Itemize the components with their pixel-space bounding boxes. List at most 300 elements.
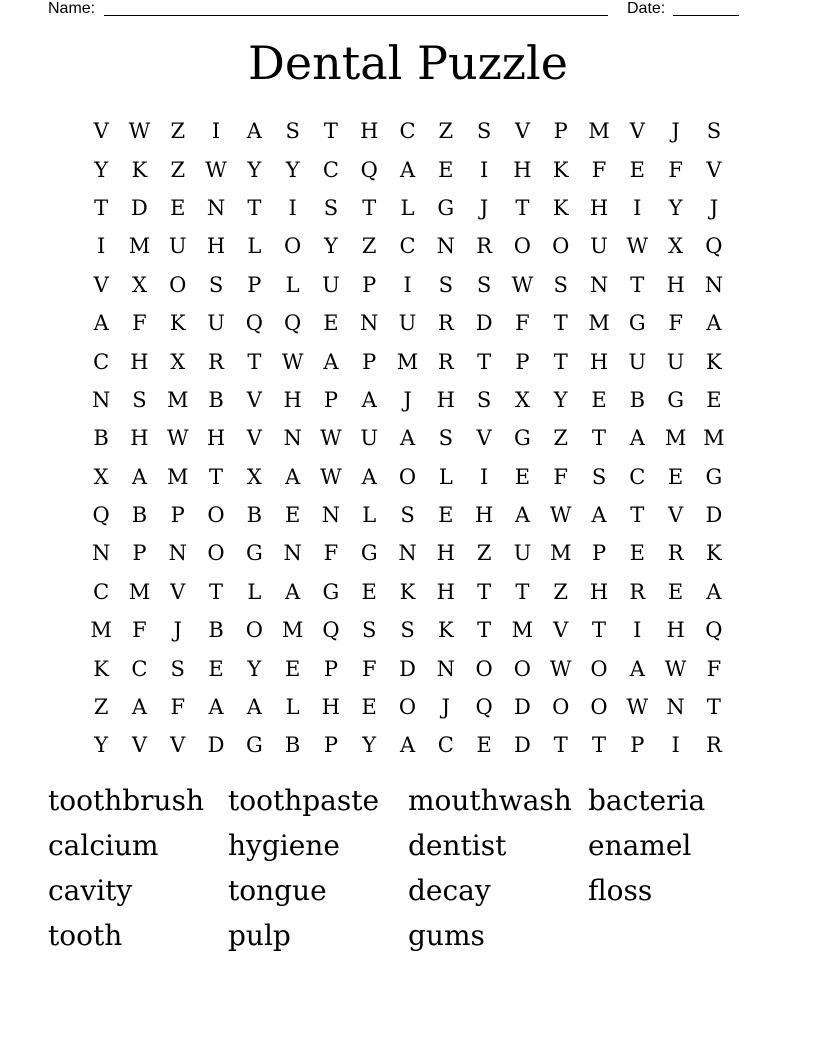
grid-letter: G xyxy=(322,579,340,604)
grid-letter: T xyxy=(209,579,224,604)
grid-letter: M xyxy=(664,426,687,451)
grid-letter: L xyxy=(247,579,262,604)
grid-letter: P xyxy=(132,541,147,566)
grid-letter: J xyxy=(441,695,451,720)
grid-letter: A xyxy=(131,695,148,720)
grid-letter: Z xyxy=(361,234,377,259)
grid-letter: F xyxy=(361,656,377,681)
grid-letter: I xyxy=(479,157,489,182)
grid-letter: Q xyxy=(360,157,378,182)
grid-letter: Y xyxy=(247,656,262,681)
grid-letter: W xyxy=(128,119,151,144)
header xyxy=(0,0,816,20)
grid-letter: T xyxy=(553,311,568,336)
grid-row xyxy=(82,381,733,419)
grid-letter: B xyxy=(208,618,224,643)
grid-letter: Q xyxy=(475,695,493,720)
grid-letter: H xyxy=(474,503,494,528)
grid-letter: W xyxy=(166,426,189,451)
grid-letter: S xyxy=(591,464,607,489)
grid-letter: N xyxy=(206,195,226,220)
grid-letter: I xyxy=(211,119,221,144)
grid-letter: E xyxy=(438,503,454,528)
grid-letter: Y xyxy=(362,733,377,758)
grid-letter: N xyxy=(666,695,685,720)
grid-letter: M xyxy=(281,618,304,643)
name-blank-line xyxy=(104,15,608,16)
grid-letter: A xyxy=(246,119,262,144)
grid-letter: F xyxy=(170,695,186,720)
grid-letter: T xyxy=(362,195,377,220)
grid-letter: R xyxy=(437,311,454,336)
word-bank-item: hygiene xyxy=(228,829,340,862)
grid-letter: E xyxy=(667,464,684,489)
grid-letter: L xyxy=(362,503,377,528)
grid-letter: K xyxy=(552,195,569,220)
grid-row xyxy=(82,649,733,687)
grid-letter: M xyxy=(90,618,112,643)
grid-letter: D xyxy=(207,733,225,758)
grid-letter: K xyxy=(706,349,722,374)
grid-letter: K xyxy=(399,579,416,604)
grid-letter: D xyxy=(513,695,531,720)
grid-letter: L xyxy=(438,464,453,489)
grid-letter: O xyxy=(398,695,417,720)
grid-letter: Y xyxy=(553,387,568,412)
grid-letter: S xyxy=(400,503,415,528)
grid-letter: K xyxy=(131,157,148,182)
grid-letter: N xyxy=(283,426,302,451)
grid-letter: Y xyxy=(323,234,338,259)
word-bank-item: enamel xyxy=(588,829,692,862)
grid-row xyxy=(82,726,733,764)
grid-letter: Z xyxy=(476,541,492,566)
grid-letter: H xyxy=(130,349,149,374)
grid-letter: B xyxy=(246,503,263,528)
grid-letter: M xyxy=(511,618,534,643)
grid-row xyxy=(82,342,733,380)
grid-letter: X xyxy=(131,272,147,297)
grid-letter: C xyxy=(437,733,454,758)
grid-letter: N xyxy=(168,541,187,566)
grid-letter: Z xyxy=(170,119,186,144)
grid-letter: V xyxy=(246,387,262,412)
grid-letter: E xyxy=(284,656,301,681)
grid-row xyxy=(82,304,733,342)
grid-letter: E xyxy=(284,503,301,528)
grid-letter: E xyxy=(629,541,645,566)
grid-letter: P xyxy=(362,272,377,297)
grid-letter: P xyxy=(247,272,262,297)
grid-letter: A xyxy=(361,387,377,412)
grid-letter: S xyxy=(438,426,454,451)
grid-letter: U xyxy=(590,234,608,259)
grid-letter: K xyxy=(93,656,109,681)
grid-letter: X xyxy=(668,234,684,259)
grid-letter: B xyxy=(93,426,109,451)
grid-letter: Z xyxy=(438,119,454,144)
grid-letter: S xyxy=(285,119,300,144)
grid-letter: T xyxy=(209,464,224,489)
grid-letter: U xyxy=(666,349,685,374)
grid-letter: H xyxy=(436,579,455,604)
grid-letter: J xyxy=(479,195,489,220)
grid-letter: E xyxy=(208,656,224,681)
grid-letter: G xyxy=(437,195,455,220)
grid-letter: E xyxy=(514,464,531,489)
grid-letter: Q xyxy=(245,311,263,336)
grid-letter: Q xyxy=(705,618,723,643)
grid-row xyxy=(82,419,733,457)
grid-letter: F xyxy=(553,464,568,489)
grid-letter: H xyxy=(589,349,609,374)
grid-letter: S xyxy=(476,387,492,412)
grid-letter: L xyxy=(285,695,300,720)
grid-letter: S xyxy=(476,119,492,144)
grid-letter: R xyxy=(629,579,646,604)
grid-letter: S xyxy=(323,195,339,220)
name-label: Name: xyxy=(48,0,96,17)
grid-letter: R xyxy=(667,541,684,566)
grid-letter: E xyxy=(438,157,454,182)
grid-row xyxy=(82,227,733,265)
grid-letter: D xyxy=(475,311,493,336)
grid-letter: C xyxy=(399,119,416,144)
grid-letter: I xyxy=(633,618,642,643)
grid-letter: F xyxy=(668,311,683,336)
grid-letter: S xyxy=(706,119,722,144)
grid-letter: W xyxy=(281,349,304,374)
grid-letter: R xyxy=(476,234,493,259)
grid-letter: O xyxy=(207,503,225,528)
grid-letter: U xyxy=(628,349,647,374)
grid-letter: H xyxy=(436,541,455,566)
grid-letter: E xyxy=(629,157,645,182)
grid-letter: M xyxy=(128,579,151,604)
grid-letter: X xyxy=(514,387,530,412)
grid-letter: H xyxy=(321,695,341,720)
grid-letter: Y xyxy=(94,733,109,758)
grid-letter: W xyxy=(664,656,687,681)
grid-letter: R xyxy=(437,349,454,374)
grid-letter: T xyxy=(477,349,492,374)
grid-letter: O xyxy=(590,656,608,681)
word-bank-item: decay xyxy=(408,874,491,907)
grid-letter: G xyxy=(667,387,684,412)
grid-letter: N xyxy=(91,541,111,566)
grid-letter: W xyxy=(549,503,572,528)
grid-letter: T xyxy=(630,503,645,528)
grid-letter: M xyxy=(703,426,725,451)
grid-letter: A xyxy=(629,656,645,681)
grid-letter: C xyxy=(93,349,110,374)
grid-letter: S xyxy=(400,618,415,643)
grid-letter: J xyxy=(671,119,680,144)
grid-letter: U xyxy=(322,272,340,297)
grid-letter: I xyxy=(479,464,489,489)
grid-letter: M xyxy=(396,349,419,374)
grid-letter: N xyxy=(436,656,455,681)
grid-row xyxy=(82,189,733,227)
grid-letter: F xyxy=(668,157,683,182)
grid-letter: B xyxy=(284,733,301,758)
grid-letter: O xyxy=(284,234,302,259)
grid-letter: U xyxy=(207,311,225,336)
grid-letter: O xyxy=(552,695,570,720)
grid-letter: M xyxy=(166,387,189,412)
word-bank-item: gums xyxy=(408,919,485,952)
grid-letter: V xyxy=(93,119,109,144)
grid-letter: F xyxy=(591,157,607,182)
grid-letter: I xyxy=(288,195,297,220)
grid-letter: Z xyxy=(93,695,109,720)
word-bank-item: pulp xyxy=(228,919,291,952)
grid-letter: I xyxy=(633,195,642,220)
grid-letter: V xyxy=(131,733,148,758)
grid-letter: V xyxy=(706,157,722,182)
grid-letter: A xyxy=(514,503,530,528)
grid-row xyxy=(82,266,733,304)
grid-letter: T xyxy=(553,349,568,374)
word-bank-item: dentist xyxy=(408,829,507,862)
grid-letter: R xyxy=(705,733,722,758)
grid-letter: O xyxy=(590,695,608,720)
grid-letter: H xyxy=(360,119,379,144)
grid-letter: R xyxy=(208,349,224,374)
grid-letter: H xyxy=(666,272,685,297)
grid-row xyxy=(82,150,733,188)
grid-letter: J xyxy=(709,195,719,220)
grid-letter: W xyxy=(511,272,534,297)
grid-letter: K xyxy=(169,311,186,336)
grid-letter: J xyxy=(173,618,182,643)
grid-letter: S xyxy=(476,272,492,297)
grid-letter: M xyxy=(549,541,572,566)
grid-letter: P xyxy=(323,387,338,412)
grid-letter: N xyxy=(360,311,379,336)
grid-letter: O xyxy=(552,234,570,259)
grid-letter: S xyxy=(438,272,454,297)
grid-letter: A xyxy=(246,695,262,720)
grid-letter: O xyxy=(513,656,532,681)
grid-letter: L xyxy=(285,272,300,297)
grid-letter: J xyxy=(403,387,412,412)
grid-letter: P xyxy=(170,503,185,528)
grid-letter: E xyxy=(361,579,377,604)
grid-letter: E xyxy=(706,387,722,412)
grid-letter: B xyxy=(208,387,224,412)
grid-letter: U xyxy=(513,541,532,566)
grid-letter: T xyxy=(515,579,530,604)
grid-letter: N xyxy=(436,234,455,259)
grid-letter: C xyxy=(629,464,646,489)
grid-letter: M xyxy=(588,311,610,336)
grid-letter: B xyxy=(629,387,646,412)
grid-letter: F xyxy=(323,541,339,566)
grid-letter: G xyxy=(514,426,531,451)
grid-letter: H xyxy=(206,234,226,259)
grid-letter: F xyxy=(515,311,530,336)
grid-letter: E xyxy=(591,387,607,412)
grid-letter: A xyxy=(285,464,301,489)
grid-letter: E xyxy=(667,579,684,604)
grid-letter: G xyxy=(245,541,263,566)
grid-letter: Y xyxy=(668,195,683,220)
grid-letter: H xyxy=(666,618,685,643)
grid-letter: T xyxy=(553,733,568,758)
grid-letter: O xyxy=(169,272,187,297)
grid-letter: T xyxy=(515,195,530,220)
grid-letter: X xyxy=(246,464,262,489)
grid-letter: O xyxy=(513,234,532,259)
grid-letter: T xyxy=(592,618,607,643)
grid-letter: P xyxy=(591,541,607,566)
grid-letter: P xyxy=(362,349,377,374)
grid-letter: M xyxy=(588,119,610,144)
grid-letter: P xyxy=(323,656,338,681)
grid-letter: H xyxy=(589,195,609,220)
grid-letter: C xyxy=(93,579,110,604)
date-blank-line xyxy=(673,15,739,16)
grid-letter: E xyxy=(323,311,339,336)
grid-letter: H xyxy=(130,426,149,451)
grid-letter: V xyxy=(246,426,262,451)
grid-letter: S xyxy=(208,272,224,297)
grid-letter: H xyxy=(283,387,302,412)
grid-letter: E xyxy=(476,733,492,758)
grid-letter: T xyxy=(592,733,607,758)
grid-letter: M xyxy=(128,234,151,259)
grid-letter: V xyxy=(476,426,492,451)
page-title: Dental Puzzle xyxy=(248,36,568,90)
grid-letter: W xyxy=(626,695,649,720)
grid-letter: D xyxy=(513,733,531,758)
grid-letter: A xyxy=(361,464,377,489)
grid-letter: K xyxy=(706,541,722,566)
grid-letter: N xyxy=(398,541,417,566)
grid-letter: Z xyxy=(553,579,568,604)
letter-grid xyxy=(82,112,733,765)
grid-letter: A xyxy=(93,311,109,336)
grid-letter: I xyxy=(671,733,680,758)
grid-letter: P xyxy=(515,349,530,374)
grid-letter: T xyxy=(323,119,338,144)
grid-letter: S xyxy=(362,618,377,643)
grid-letter: T xyxy=(592,426,607,451)
word-bank-item: bacteria xyxy=(588,784,706,817)
grid-letter: S xyxy=(170,656,185,681)
grid-letter: A xyxy=(706,311,722,336)
grid-letter: C xyxy=(131,656,148,681)
grid-letter: G xyxy=(628,311,646,336)
grid-letter: O xyxy=(398,464,417,489)
grid-row xyxy=(82,611,733,649)
grid-letter: A xyxy=(285,579,301,604)
grid-letter: A xyxy=(706,579,722,604)
grid-letter: O xyxy=(207,541,225,566)
grid-letter: P xyxy=(553,119,568,144)
grid-letter: H xyxy=(589,579,609,604)
word-bank xyxy=(48,780,768,960)
word-bank-item: floss xyxy=(588,874,653,907)
grid-letter: H xyxy=(206,426,226,451)
grid-letter: V xyxy=(93,272,109,297)
grid-row xyxy=(82,496,733,534)
grid-letter: N xyxy=(589,272,609,297)
grid-letter: P xyxy=(630,733,645,758)
grid-letter: A xyxy=(399,426,416,451)
word-bank-item: cavity xyxy=(48,874,133,907)
grid-letter: T xyxy=(247,349,262,374)
grid-letter: Z xyxy=(553,426,568,451)
grid-letter: A xyxy=(131,464,148,489)
grid-row xyxy=(82,688,733,726)
grid-letter: N xyxy=(283,541,302,566)
grid-letter: G xyxy=(705,464,723,489)
grid-letter: O xyxy=(245,618,263,643)
grid-letter: C xyxy=(322,157,339,182)
grid-letter: V xyxy=(629,119,645,144)
grid-letter: F xyxy=(706,656,722,681)
grid-letter: T xyxy=(247,195,262,220)
grid-letter: O xyxy=(475,656,493,681)
grid-letter: T xyxy=(706,695,721,720)
grid-letter: T xyxy=(630,272,645,297)
grid-letter: X xyxy=(93,464,109,489)
grid-letter: H xyxy=(513,157,532,182)
word-bank-item: mouthwash xyxy=(408,784,572,817)
grid-letter: Q xyxy=(92,503,110,528)
grid-letter: B xyxy=(131,503,148,528)
grid-letter: G xyxy=(360,541,378,566)
grid-letter: L xyxy=(400,195,415,220)
grid-letter: N xyxy=(91,387,111,412)
date-label: Date: xyxy=(627,0,666,17)
grid-row xyxy=(82,112,733,150)
grid-letter: W xyxy=(320,464,342,489)
grid-letter: S xyxy=(553,272,568,297)
grid-letter: Z xyxy=(170,157,186,182)
grid-letter: Q xyxy=(705,234,723,259)
grid-letter: D xyxy=(705,503,723,528)
grid-letter: L xyxy=(247,234,262,259)
grid-letter: D xyxy=(131,195,148,220)
grid-row xyxy=(82,573,733,611)
grid-letter: A xyxy=(591,503,607,528)
grid-letter: Y xyxy=(247,157,262,182)
word-bank-item: tongue xyxy=(228,874,327,907)
grid-letter: U xyxy=(398,311,417,336)
grid-row xyxy=(82,458,733,496)
grid-letter: V xyxy=(553,618,569,643)
grid-letter: Q xyxy=(322,618,340,643)
grid-letter: W xyxy=(549,656,572,681)
grid-letter: G xyxy=(245,733,263,758)
word-bank-item: toothbrush xyxy=(48,784,204,817)
grid-letter: X xyxy=(170,349,186,374)
grid-letter: K xyxy=(437,618,454,643)
grid-letter: V xyxy=(170,579,186,604)
grid-letter: U xyxy=(360,426,379,451)
grid-letter: K xyxy=(552,157,569,182)
word-bank-item: toothpaste xyxy=(228,784,380,817)
grid-letter: E xyxy=(170,195,186,220)
grid-letter: V xyxy=(668,503,684,528)
grid-letter: F xyxy=(132,618,147,643)
grid-letter: P xyxy=(323,733,338,758)
grid-letter: V xyxy=(514,119,530,144)
word-bank-item: tooth xyxy=(48,919,123,952)
